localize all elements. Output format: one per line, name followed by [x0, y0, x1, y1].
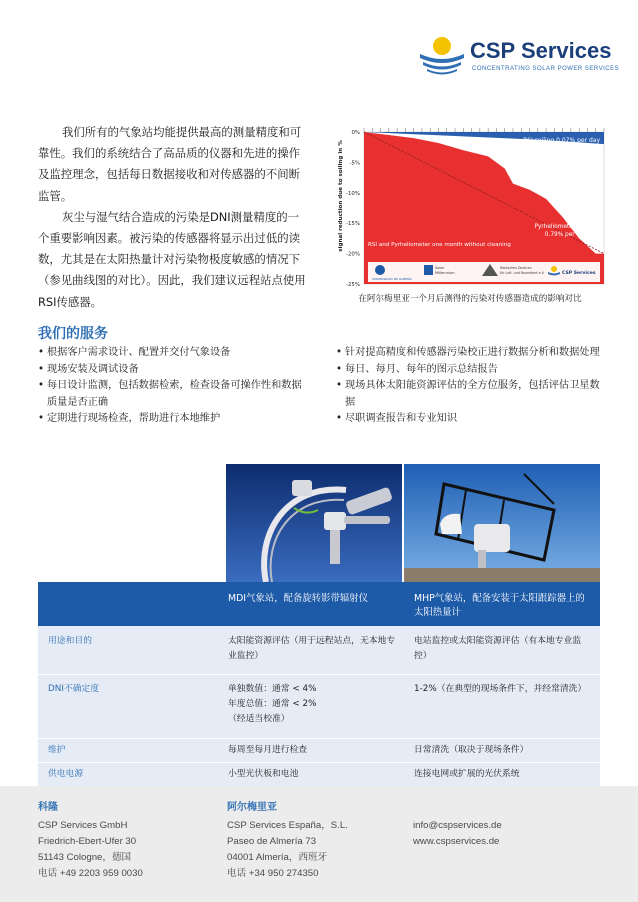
table-row — [38, 674, 600, 738]
footer-phone: 电话 +49 2203 959 0030 — [38, 868, 143, 879]
station-comparison-table — [38, 582, 600, 810]
csp-services-logo — [418, 34, 618, 82]
table-row — [38, 762, 600, 786]
cell-mdi-power-supply: 小型光伏板和电池 — [224, 762, 410, 786]
chart-trend-label: RSI and Pyrheliometer one month without cleaning — [368, 242, 511, 248]
footer-contact — [413, 818, 502, 850]
intro-text — [38, 122, 306, 313]
cell-mdi-dni-uncertainty — [224, 674, 410, 738]
service-item: • 现场安装及调试设备 — [38, 362, 308, 379]
cell-mdi-purpose: 太阳能资源评估（用于远程站点，无本地专业监控） — [224, 626, 410, 674]
footer-address-line: CSP Services GmbH — [38, 820, 128, 831]
row-label-maintenance: 维护 — [38, 738, 224, 762]
intro-paragraph-2: 灰尘与湿气结合造成的污染是DNI测量精度的一个重要影响因素。被污染的传感器将显示出过低的读数，尤其是在太阳热量计对污染物极度敏感的情况下（参见曲线图的对比）。因此，我们建议远程站点使用RSI传感器。 — [38, 209, 306, 309]
footer-almeria-address — [227, 800, 348, 882]
row-label-dni-uncertainty: DNI不确定度 — [38, 674, 224, 738]
cell-mhp-maintenance: 日常清洗（取决于现场条件） — [410, 738, 600, 762]
footer-cologne-city: 科隆 — [38, 802, 58, 813]
chart-y-axis-label: signal reduction due to soiling in % — [338, 140, 344, 252]
service-item: • 现场具体太阳能资源评估的全方位服务，包括评估卫星数据 — [336, 378, 606, 411]
table-row — [38, 626, 600, 674]
pyrheliometer-soiling-label-line1: Pyrheliometer soiling — [534, 224, 596, 230]
intro-paragraph-1: 我们所有的气象站均能提供最高的测量精度和可靠性。我们的系统结合了高品质的仪器和先进的操作及监控理念，包括每日数据接收和对传感器的不间断监管。 — [38, 125, 302, 203]
mdi-station-photo — [226, 464, 402, 582]
services-list-right — [336, 345, 606, 428]
pyrheliometer-soiling-label-line2: 0.79% per day — [544, 232, 588, 238]
service-item: • 针对提高精度和传感器污染校正进行数据分析和数据处理 — [336, 345, 606, 362]
chart-y-tick-label: -15% — [346, 221, 360, 228]
services-title: 我们的服务 — [38, 326, 108, 342]
footer-address-line: 51143 Cologne，德国 — [38, 852, 132, 863]
logo-name: CSP Services — [470, 38, 612, 63]
mdi-dni-annual: 年度总值：通常 < 2% — [228, 698, 317, 709]
chart-y-tick-label: -25% — [346, 282, 360, 288]
table-header-row — [38, 582, 600, 626]
chart-caption: 在阿尔梅里亚一个月后测得的污染对传感器造成的影响对比 — [358, 294, 582, 304]
footer-address-line: Friedrich-Ebert-Ufer 30 — [38, 836, 137, 847]
svg-text:Millennium: Millennium — [435, 271, 455, 275]
svg-text:Solar: Solar — [435, 266, 445, 270]
rsi-soiling-label: RSI soiling 0.07% per day — [523, 137, 600, 144]
service-item: • 每日、每月、每年的图示总结报告 — [336, 362, 606, 379]
footer-address-line: 04001 Almería，西班牙 — [227, 852, 328, 863]
sun-waves-logo-icon — [418, 34, 466, 76]
service-item: • 每日设计监测，包括数据检索，检查设备可操作性和数据质量是否正确 — [38, 378, 308, 411]
table-header-mhp: MHP气象站，配备安装于太阳跟踪器上的太阳热量计 — [410, 582, 600, 626]
row-label-power-supply: 供电电源 — [38, 762, 224, 786]
svg-text:Deutsches Zentrum: Deutsches Zentrum — [500, 266, 532, 270]
cell-mhp-purpose: 电站监控或太阳能资源评估（有本地专业监控） — [410, 626, 600, 674]
cell-mhp-power-supply: 连接电网或扩展的光伏系统 — [410, 762, 600, 786]
logo-tagline: CONCENTRATING SOLAR POWER SERVICES — [472, 66, 620, 72]
footer-phone: 电话 +34 950 274350 — [227, 868, 319, 879]
chart-y-tick-label: -10% — [346, 190, 360, 197]
footer-address-line: CSP Services España，S.L. — [227, 820, 348, 831]
mhp-station-photo — [404, 464, 600, 582]
svg-text:UNIVERSIDAD DE ALMERÍA: UNIVERSIDAD DE ALMERÍA — [372, 277, 413, 281]
footer-website-link[interactable]: www.cspservices.de — [413, 836, 500, 847]
footer-address-line: Paseo de Almería 73 — [227, 836, 317, 847]
footer — [0, 786, 638, 902]
table-row — [38, 738, 600, 762]
partner-logos-strip — [368, 262, 600, 282]
service-item: • 定期进行现场检查，帮助进行本地维护 — [38, 411, 308, 428]
mdi-dni-note: （经适当校准） — [228, 713, 290, 724]
svg-text:für Luft- und Raumfahrt e.V.: für Luft- und Raumfahrt e.V. — [500, 271, 545, 275]
svg-text:CSP Services: CSP Services — [562, 271, 596, 276]
footer-cologne-address — [38, 800, 143, 882]
service-item: • 尽职调查报告和专业知识 — [336, 411, 606, 428]
service-item: • 根据客户需求设计、配置并交付气象设备 — [38, 345, 308, 362]
footer-almeria-city: 阿尔梅里亚 — [227, 802, 277, 813]
row-label-purpose: 用途和目的 — [38, 626, 224, 674]
table-header-empty — [38, 582, 224, 626]
footer-email-link[interactable]: info@cspservices.de — [413, 820, 502, 831]
cell-mhp-dni-uncertainty: 1-2%（在典型的现场条件下，并经常清洗） — [410, 674, 600, 738]
cell-mdi-maintenance: 每周至每月进行检查 — [224, 738, 410, 762]
chart-y-tick-label: 0% — [351, 130, 360, 136]
chart-y-tick-label: -5% — [349, 160, 360, 167]
mdi-dni-single: 单独数值：通常 < 4% — [228, 683, 317, 694]
soiling-comparison-chart — [332, 116, 608, 292]
services-list-left — [38, 345, 308, 428]
chart-y-tick-label: -20% — [346, 251, 360, 258]
table-header-mdi: MDI气象站，配备旋转影带辐射仪 — [224, 582, 410, 626]
